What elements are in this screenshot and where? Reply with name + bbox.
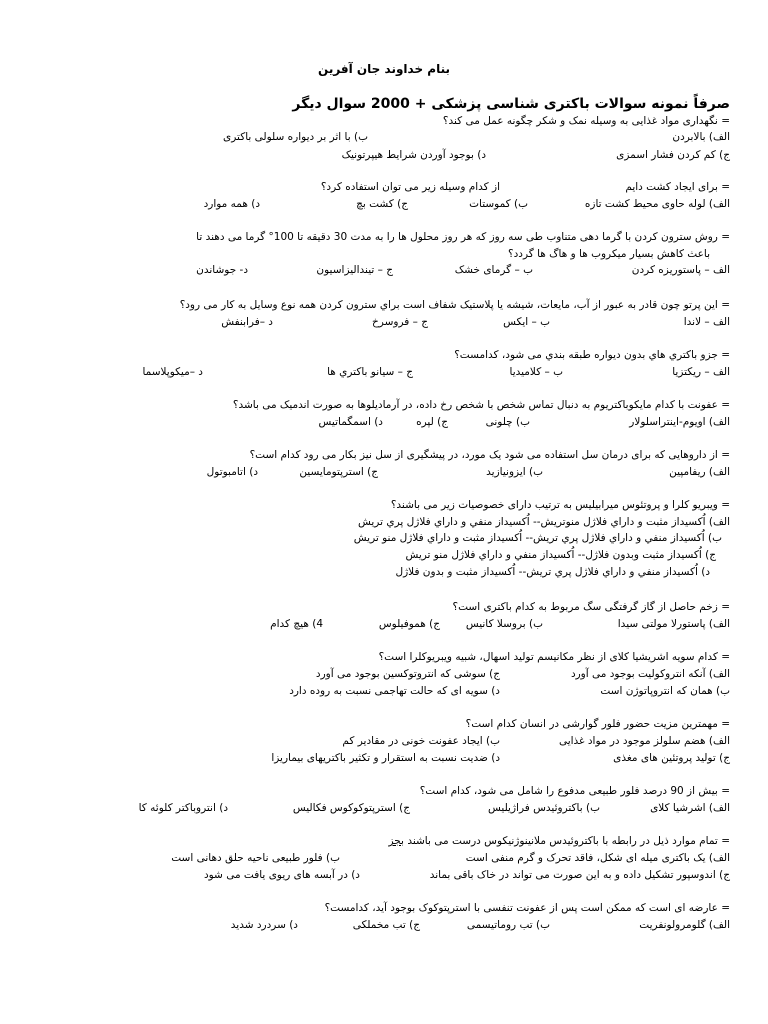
q10-option-b: ب) همان که انتروپاتوژن است	[600, 685, 730, 697]
q5-option-d: د –میکوپلاسما	[142, 366, 203, 378]
q11-option-b: ب) ایجاد عفونت خونی در مقادیر کم	[342, 735, 500, 747]
question-13-except: بجز	[388, 835, 404, 847]
q2-option-c: ج) کشت بچ	[356, 198, 408, 210]
q3-option-d: د- جوشاندن	[196, 264, 248, 276]
q7-option-c: ج) استرپتومایسین	[299, 466, 378, 478]
q6-option-a: الف) اویوم-اینتراسلولار	[629, 416, 730, 428]
question-2-end: از کدام وسیله زیر می توان استفاده کرد؟	[320, 181, 500, 193]
q2-option-d: د) همه موارد	[203, 198, 260, 210]
question-2-start: = برای ایجاد کشت دایم	[625, 181, 730, 193]
q9-option-c: ج) هموفیلوس	[378, 618, 440, 630]
q11-option-a: الف) هضم سلولز موجود در مواد غذایی	[558, 735, 730, 747]
question-8: = ویبریو کلرا و پروتئوس میرابیلیس به ترتیب دارای خصوصیات زیر می باشند؟	[390, 499, 730, 511]
question-11: = مهمترین مزیت حضور فلور گوارشی در انسان کدام است؟	[465, 718, 730, 730]
question-1: = نگهداری مواد غذایی به وسیله نمک و شکر چگونه عمل می کند؟	[442, 115, 730, 127]
q10-option-c: ج) سوشی که انتروتوکسین بوجود می آورد	[315, 668, 500, 680]
question-7: = از داروهایی که برای درمان سل استفاده می شود یک مورد، در پیشگیری از سل نیز بکار می رود کدام است؟	[249, 449, 730, 461]
q6-option-b: ب) چلونی	[485, 416, 530, 428]
q2-option-a: الف) لوله حاوی محیط کشت تازه	[584, 198, 730, 210]
q12-option-d: د) انتروباکتر کلوئه کا	[138, 802, 228, 814]
q14-option-c: ج) تب مخملکی	[352, 919, 420, 931]
question-9: = زخم حاصل از گاز گرفتگی سگ مربوط به کدام باکتری است؟	[452, 601, 730, 613]
q1-option-c: ج) کم کردن فشار اسمزی	[616, 149, 730, 161]
q12-option-c: ج) استرپتوکوکوس فکالیس	[292, 802, 410, 814]
q11-option-c: ج) تولید پروتئین های مغذی	[613, 752, 730, 764]
q5-option-a: الف – ریکتزیا	[672, 366, 730, 378]
q14-option-a: الف) گلومرولونفریت	[639, 919, 730, 931]
q7-option-a: الف) ریفامپین	[669, 466, 730, 478]
question-6: = عفونت با کدام مایکوباکتریوم به دنبال تماس شخص با شخص رخ داده، در آرمادیلوها به صورت اندمیک می باشد؟	[232, 399, 730, 411]
question-3-line-2: باعث کاهش بسیار میکروب ها و هاگ ها گردد؟	[508, 248, 710, 260]
question-12: = بیش از 90 درصد فلور طبیعی مدفوع را شامل می شود، کدام است؟	[419, 785, 730, 797]
q6-option-c: ج) لپره	[416, 416, 448, 428]
q9-option-b: ب) بروسلا کانیس	[465, 618, 543, 630]
q1-option-b: ب) با اثر بر دیواره سلولی باکتری	[223, 131, 368, 143]
q3-option-a: الف – پاستوریزه کردن	[631, 264, 730, 276]
q4-option-b: ب – ایکس	[503, 316, 550, 328]
q7-option-b: ب) ایزونیازید	[486, 466, 543, 478]
q14-option-d: د) سردرد شدید	[230, 919, 298, 931]
question-13	[388, 834, 730, 849]
q13-option-c: ج) اندوسپور تشکیل داده و به این صورت می تواند در خاک باقی بماند	[429, 869, 730, 881]
q12-option-b: ب) باکتروئیدس فراژیلیس	[488, 802, 600, 814]
q6-option-d: د) اسمگماتیس	[318, 416, 383, 428]
q4-option-a: الف – لاندا	[683, 316, 730, 328]
question-4: = این پرتو چون قادر به عبور از آب، مایعات، شیشه یا پلاستیک شفاف است براي سترون کردن همه نوع وسایل به کار می رود؟	[179, 299, 730, 311]
question-10: = کدام سویه اشریشیا کلای از نظر مکانیسم تولید اسهال، شبیه ویبریوکلرا است؟	[378, 651, 730, 663]
q10-option-a: الف) آنکه انتروکولیت بوجود می آورد	[570, 668, 730, 680]
q13-option-a: الف) یک باکتری میله ای شکل، فاقد تحرک و گرم منفی است	[465, 852, 730, 864]
question-3-line-1: = روش سترون کردن با گرما دهی متناوب طی سه روز که هر روز محلول ها را به مدت 30 دقیقه تا 100° گرما می دهند تا	[196, 231, 730, 243]
q5-option-c: ج – سیانو باکتري ها	[327, 366, 413, 378]
q7-option-d: د) اتامبوتول	[206, 466, 258, 478]
document-subtitle: صرفاً نمونه سوالات باکتری شناسی پزشکی + 2000 سوال دیگر	[292, 96, 730, 112]
q8-option-c: ج) اُکسیداز مثبت وبدون فلاژل-- اُکسیداز منفي و داراي فلاژل منو تریش	[405, 549, 716, 561]
q11-option-d: د) ضدیت نسبت به استقرار و تکثیر باکتریهای بیماریزا	[271, 752, 500, 764]
q4-option-c: ج – فروسرخ	[372, 316, 428, 328]
q8-option-a: الف) اُکسیداز مثبت و داراي فلاژل منوتریش-- اُکسیداز منفي و داراي فلاژل پري تریش	[358, 516, 730, 528]
document-title: بنام خداوند جان آفرین	[318, 62, 450, 76]
q1-option-d: د) بوجود آوردن شرایط هیپرتونیک	[341, 149, 486, 161]
question-5: = جزو باکتري هاي بدون دیواره طبقه بندي می شود، کدامست؟	[454, 349, 730, 361]
q12-option-a: الف) اشرشیا کلای	[650, 802, 730, 814]
q14-option-b: ب) تب روماتیسمی	[466, 919, 550, 931]
q13-option-b: ب) فلور طبیعی ناحیه حلق دهانی است	[171, 852, 340, 864]
q8-option-d: د) اُکسیداز منفي و داراي فلاژل پري تریش-- اُکسیداز مثبت و بدون فلاژل	[395, 566, 710, 578]
q1-option-a: الف) بالابردن	[672, 131, 730, 143]
q8-option-b: ب) اُکسیداز منفي و داراي فلاژل پري تریش-- اُکسیداز مثبت و داراي فلاژل منو تریش	[353, 532, 722, 544]
q9-option-a: الف) پاستورلا مولتی سیدا	[617, 618, 730, 630]
q10-option-d: د) سویه ای که حالت تهاجمی نسبت به روده دارد	[289, 685, 500, 697]
q4-option-d: د –فرابنفش	[221, 316, 273, 328]
q13-option-d: د) در آبسه های ریوی یافت می شود	[203, 869, 360, 881]
question-14: = عارضه ای است که ممکن است پس از عفونت تنفسی با استرپتوکوک بوجود آید، کدامست؟	[324, 902, 730, 914]
q2-option-b: ب) کموستات	[469, 198, 528, 210]
q9-option-d: 4) هیچ کدام	[270, 618, 323, 630]
q3-option-c: ج – تیندالیزاسیون	[316, 264, 393, 276]
q5-option-b: ب – کلامیدیا	[509, 366, 563, 378]
q3-option-b: ب – گرمای خشک	[454, 264, 533, 276]
question-13-text: = تمام موارد ذیل در رابطه با باکتروئیدس ملانینوژنیکوس درست می باشند	[407, 835, 730, 847]
